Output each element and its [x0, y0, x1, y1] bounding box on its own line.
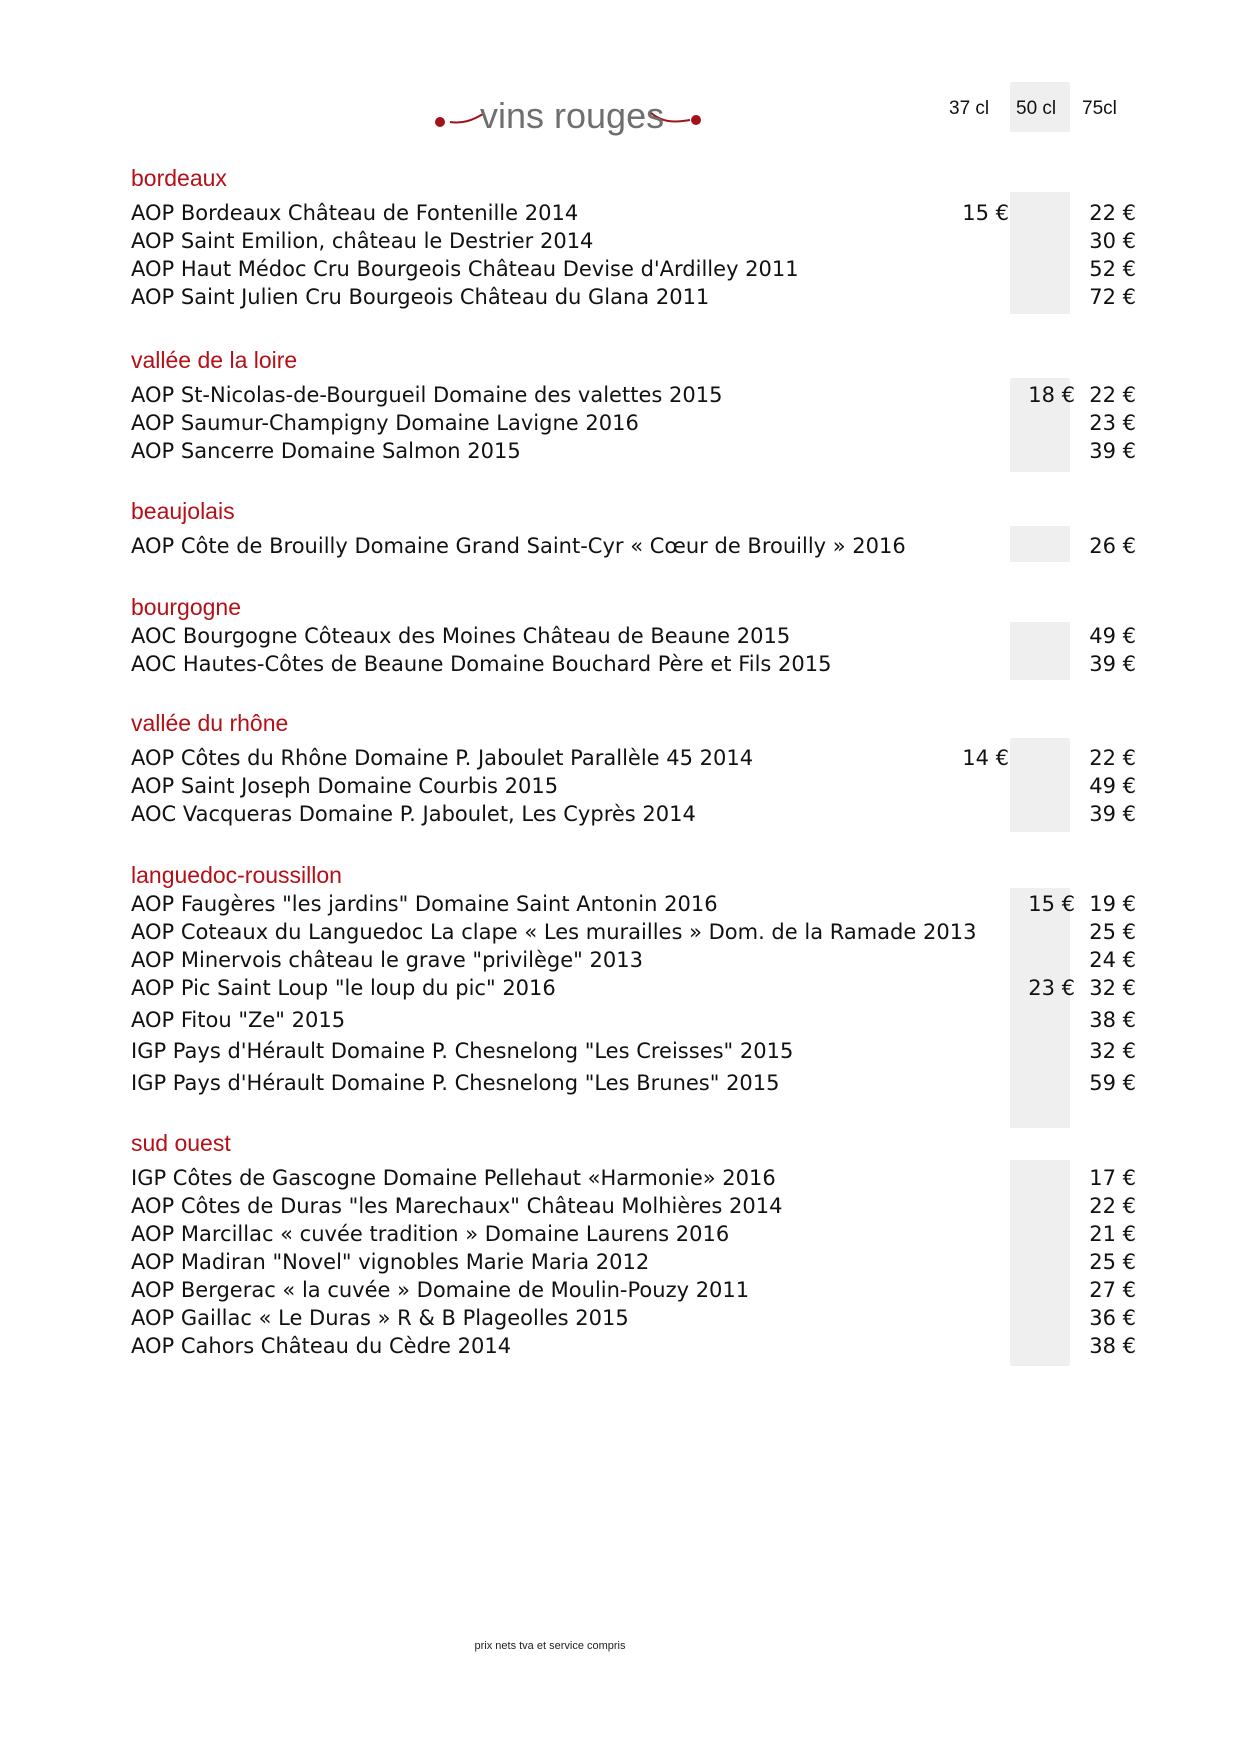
- wine-row: [131, 1002, 1136, 1034]
- wine-row: [131, 974, 1136, 1002]
- wine-row: [131, 890, 1136, 918]
- price-75cl: 22 €: [1089, 1194, 1136, 1218]
- wine-row: [131, 1276, 1136, 1304]
- wine-name: AOP Bergerac « la cuvée » Domaine de Moulin-Pouzy 2011: [131, 1278, 750, 1302]
- wine-name: AOP Côtes du Rhône Domaine P. Jaboulet Parallèle 45 2014: [131, 746, 754, 770]
- price-50cl: 23 €: [1028, 976, 1075, 1000]
- price-75cl: 22 €: [1089, 201, 1136, 225]
- section-title: vallée de la loire: [131, 347, 298, 373]
- wine-name: AOP Saint Joseph Domaine Courbis 2015: [131, 774, 559, 798]
- section-title: beaujolais: [131, 498, 235, 524]
- price-75cl: 19 €: [1089, 892, 1136, 916]
- menu-title: [428, 92, 708, 142]
- page-title: vins rouges: [480, 95, 665, 136]
- wine-row: [131, 744, 1136, 772]
- wine-row: [131, 1304, 1136, 1332]
- price-75cl: 39 €: [1089, 802, 1136, 826]
- footer-note: prix nets tva et service compris: [474, 1640, 626, 1652]
- section-title: vallée du rhône: [131, 710, 289, 736]
- wine-name: AOP Sancerre Domaine Salmon 2015: [131, 439, 521, 463]
- section-languedoc-roussillon: [131, 860, 1136, 1098]
- wine-row: [131, 1220, 1136, 1248]
- wine-name: AOP Madiran "Novel" vignobles Marie Maria 2012: [131, 1250, 650, 1274]
- wine-name: AOC Bourgogne Côteaux des Moines Château de Beaune 2015: [131, 624, 791, 648]
- wine-row: [131, 946, 1136, 974]
- wine-row: [131, 1164, 1136, 1192]
- wine-name: AOP Saint Julien Cru Bourgeois Château du Glana 2011: [131, 285, 710, 309]
- price-50cl: 18 €: [1028, 383, 1075, 407]
- right-dot-icon: [691, 115, 701, 125]
- wine-row: [131, 918, 1136, 946]
- wine-name: AOP Minervois château le grave "privilège" 2013: [131, 948, 643, 972]
- col-75cl-header: 75cl: [1082, 98, 1117, 119]
- wine-row: [131, 650, 1136, 678]
- wine-name: AOP Côte de Brouilly Domaine Grand Saint-Cyr « Cœur de Brouilly » 2016: [131, 534, 906, 558]
- col-37cl-header: 37 cl: [949, 98, 990, 119]
- price-75cl: 49 €: [1089, 624, 1136, 648]
- section-vallee-de-la-loire: [131, 345, 1136, 465]
- wine-row: [131, 437, 1136, 465]
- price-75cl: 36 €: [1089, 1306, 1136, 1330]
- price-75cl: 22 €: [1089, 383, 1136, 407]
- price-75cl: 39 €: [1089, 652, 1136, 676]
- price-50cl: 15 €: [1028, 892, 1075, 916]
- section-bordeaux: [131, 163, 1136, 311]
- wine-row: [131, 409, 1136, 437]
- wine-name: AOP Fitou "Ze" 2015: [131, 1008, 346, 1032]
- wine-row: [131, 283, 1136, 311]
- price-37cl: 15 €: [962, 201, 1009, 225]
- wine-name: AOP Coteaux du Languedoc La clape « Les murailles » Dom. de la Ramade 2013: [131, 920, 977, 944]
- section-title: sud ouest: [131, 1130, 231, 1156]
- wine-name: AOP Saint Emilion, château le Destrier 2014: [131, 229, 594, 253]
- price-75cl: 38 €: [1089, 1008, 1136, 1032]
- wine-row: [131, 532, 1136, 560]
- wine-name: AOP Gaillac « Le Duras » R & B Plageolles 2015: [131, 1306, 629, 1330]
- left-dot-icon: [435, 117, 445, 127]
- wine-name: AOP Cahors Château du Cèdre 2014: [131, 1334, 512, 1358]
- price-75cl: 52 €: [1089, 257, 1136, 281]
- wine-name: AOP Faugères "les jardins" Domaine Saint Antonin 2016: [131, 892, 718, 916]
- wine-row: [131, 1248, 1136, 1276]
- section-sud-ouest: [131, 1128, 1136, 1360]
- wine-row: [131, 255, 1136, 283]
- wine-row: [131, 1066, 1136, 1098]
- price-75cl: 25 €: [1089, 1250, 1136, 1274]
- wine-name: AOC Vacqueras Domaine P. Jaboulet, Les Cyprès 2014: [131, 802, 696, 826]
- wine-row: [131, 1034, 1136, 1066]
- wine-name: AOP Marcillac « cuvée tradition » Domaine Laurens 2016: [131, 1222, 730, 1246]
- wine-row: [131, 381, 1136, 409]
- section-bourgogne: [131, 592, 1136, 678]
- price-75cl: 17 €: [1089, 1166, 1136, 1190]
- wine-row: [131, 1332, 1136, 1360]
- wine-name: IGP Côtes de Gascogne Domaine Pellehaut «Harmonie» 2016: [131, 1166, 776, 1190]
- price-75cl: 30 €: [1089, 229, 1136, 253]
- wine-row: [131, 622, 1136, 650]
- wine-row: [131, 199, 1136, 227]
- price-75cl: 25 €: [1089, 920, 1136, 944]
- wine-name: AOP Bordeaux Château de Fontenille 2014: [131, 201, 579, 225]
- price-75cl: 39 €: [1089, 439, 1136, 463]
- price-75cl: 49 €: [1089, 774, 1136, 798]
- price-75cl: 27 €: [1089, 1278, 1136, 1302]
- section-beaujolais: [131, 496, 1136, 560]
- wine-name: IGP Pays d'Hérault Domaine P. Chesnelong "Les Brunes" 2015: [131, 1071, 780, 1095]
- wine-name: AOP Pic Saint Loup "le loup du pic" 2016: [131, 976, 556, 1000]
- wine-row: [131, 1192, 1136, 1220]
- price-75cl: 21 €: [1089, 1222, 1136, 1246]
- wine-name: IGP Pays d'Hérault Domaine P. Chesnelong "Les Creisses" 2015: [131, 1039, 794, 1063]
- price-75cl: 32 €: [1089, 976, 1136, 1000]
- price-75cl: 72 €: [1089, 285, 1136, 309]
- price-75cl: 59 €: [1089, 1071, 1136, 1095]
- wine-name: AOP Côtes de Duras "les Marechaux" Château Molhières 2014: [131, 1194, 783, 1218]
- price-75cl: 24 €: [1089, 948, 1136, 972]
- price-75cl: 23 €: [1089, 411, 1136, 435]
- wine-name: AOP St-Nicolas-de-Bourgueil Domaine des valettes 2015: [131, 383, 723, 407]
- price-37cl: 14 €: [962, 746, 1009, 770]
- wine-name: AOP Haut Médoc Cru Bourgeois Château Devise d'Ardilley 2011: [131, 257, 799, 281]
- section-vallee-du-rhone: [131, 708, 1136, 828]
- price-75cl: 22 €: [1089, 746, 1136, 770]
- wine-row: [131, 227, 1136, 255]
- wine-name: AOP Saumur-Champigny Domaine Lavigne 2016: [131, 411, 639, 435]
- price-75cl: 32 €: [1089, 1039, 1136, 1063]
- section-title: languedoc-roussillon: [131, 862, 342, 888]
- wine-row: [131, 800, 1136, 828]
- price-75cl: 26 €: [1089, 534, 1136, 558]
- col-50cl-header: 50 cl: [1016, 98, 1057, 119]
- wine-row: [131, 772, 1136, 800]
- section-title: bourgogne: [131, 594, 241, 620]
- section-title: bordeaux: [131, 165, 227, 191]
- wine-name: AOC Hautes-Côtes de Beaune Domaine Bouchard Père et Fils 2015: [131, 652, 832, 676]
- price-75cl: 38 €: [1089, 1334, 1136, 1358]
